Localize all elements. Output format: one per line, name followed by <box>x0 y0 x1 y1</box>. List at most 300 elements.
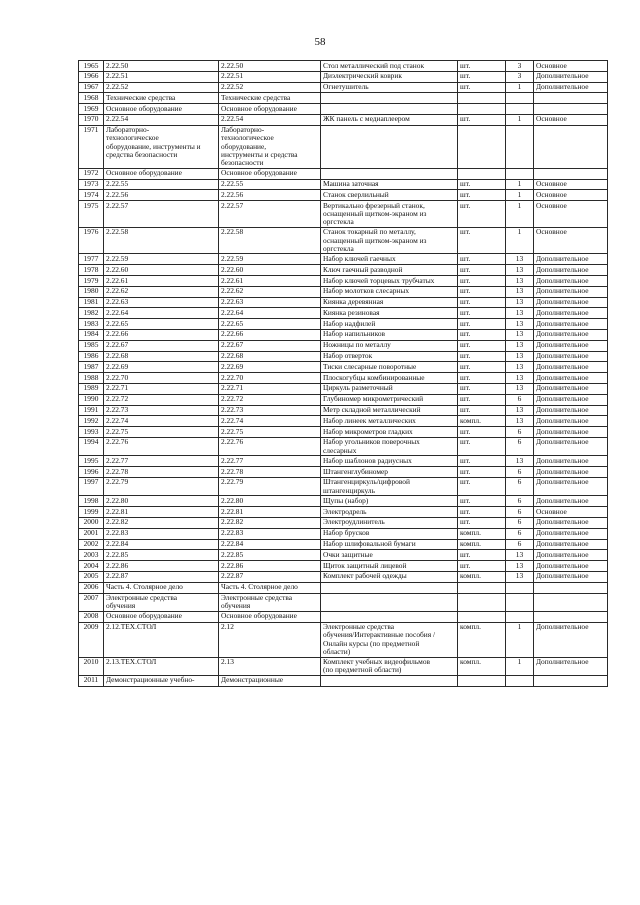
table-row <box>79 329 608 340</box>
code-cell: 2.22.80 <box>104 496 219 507</box>
unit-cell: шт. <box>458 561 506 572</box>
category-cell: Дополнительное <box>534 254 608 265</box>
category-cell: Основное <box>534 114 608 125</box>
category-cell: Дополнительное <box>534 456 608 467</box>
name-cell: Набор напильников <box>321 329 458 340</box>
unit-cell: шт. <box>458 254 506 265</box>
row-number-cell: 1971 <box>79 125 104 168</box>
row-number-cell: 1999 <box>79 507 104 518</box>
row-number-cell: 1979 <box>79 276 104 287</box>
row-number-cell: 1973 <box>79 179 104 190</box>
name-cell: Комплект рабочей одежды <box>321 571 458 582</box>
code-cell: 2.22.52 <box>104 82 219 93</box>
quantity-cell: 1 <box>506 657 534 675</box>
code-cell: 2.22.86 <box>104 561 219 572</box>
code-cell: 2.22.73 <box>104 405 219 416</box>
table-row <box>79 351 608 362</box>
table-row <box>79 308 608 319</box>
category-cell: Дополнительное <box>534 496 608 507</box>
category-cell <box>534 611 608 622</box>
category-cell <box>534 93 608 104</box>
table-row <box>79 227 608 254</box>
row-number-cell: 1977 <box>79 254 104 265</box>
name-cell <box>321 582 458 593</box>
ref-code-cell: 2.22.76 <box>219 437 321 455</box>
ref-code-cell: 2.22.71 <box>219 383 321 394</box>
quantity-cell <box>506 675 534 686</box>
quantity-cell: 1 <box>506 201 534 228</box>
code-cell: 2.22.56 <box>104 190 219 201</box>
row-number-cell: 1976 <box>79 227 104 254</box>
code-cell: 2.22.65 <box>104 319 219 330</box>
quantity-cell <box>506 168 534 179</box>
ref-code-cell: Основное оборудование <box>219 611 321 622</box>
name-cell: Набор брусков <box>321 528 458 539</box>
ref-code-cell: 2.22.78 <box>219 467 321 478</box>
category-cell: Дополнительное <box>534 297 608 308</box>
table-row <box>79 190 608 201</box>
name-cell: Машина заточная <box>321 179 458 190</box>
unit-cell: шт. <box>458 329 506 340</box>
ref-code-cell: 2.22.82 <box>219 517 321 528</box>
category-cell: Дополнительное <box>534 467 608 478</box>
code-cell: Основное оборудование <box>104 611 219 622</box>
table-row <box>79 507 608 518</box>
table-row <box>79 528 608 539</box>
ref-code-cell: 2.22.65 <box>219 319 321 330</box>
unit-cell: шт. <box>458 297 506 308</box>
ref-code-cell: 2.22.80 <box>219 496 321 507</box>
code-cell: 2.22.79 <box>104 477 219 495</box>
category-cell: Дополнительное <box>534 276 608 287</box>
quantity-cell: 13 <box>506 308 534 319</box>
row-number-cell: 1995 <box>79 456 104 467</box>
code-cell: 2.22.57 <box>104 201 219 228</box>
row-number-cell: 2006 <box>79 582 104 593</box>
quantity-cell: 1 <box>506 227 534 254</box>
table-row <box>79 517 608 528</box>
quantity-cell: 13 <box>506 340 534 351</box>
code-cell: Основное оборудование <box>104 168 219 179</box>
code-cell: 2.22.59 <box>104 254 219 265</box>
category-cell: Дополнительное <box>534 71 608 82</box>
quantity-cell: 1 <box>506 82 534 93</box>
code-cell: 2.22.63 <box>104 297 219 308</box>
row-number-cell: 1997 <box>79 477 104 495</box>
quantity-cell: 13 <box>506 416 534 427</box>
category-cell: Дополнительное <box>534 362 608 373</box>
table-row <box>79 496 608 507</box>
category-cell: Дополнительное <box>534 539 608 550</box>
row-number-cell: 1970 <box>79 114 104 125</box>
code-cell: 2.22.51 <box>104 71 219 82</box>
code-cell: 2.22.60 <box>104 265 219 276</box>
quantity-cell: 13 <box>506 297 534 308</box>
ref-code-cell: 2.22.61 <box>219 276 321 287</box>
category-cell <box>534 168 608 179</box>
table-row <box>79 265 608 276</box>
code-cell: 2.22.54 <box>104 114 219 125</box>
table-row <box>79 61 608 72</box>
table-row <box>79 340 608 351</box>
table-row <box>79 416 608 427</box>
quantity-cell: 1 <box>506 190 534 201</box>
name-cell <box>321 168 458 179</box>
name-cell <box>321 93 458 104</box>
unit-cell: шт. <box>458 507 506 518</box>
unit-cell: шт. <box>458 456 506 467</box>
table-row <box>79 104 608 115</box>
table-row <box>79 373 608 384</box>
name-cell: Станок сверлильный <box>321 190 458 201</box>
unit-cell: шт. <box>458 61 506 72</box>
name-cell: Набор отверток <box>321 351 458 362</box>
code-cell: 2.22.76 <box>104 437 219 455</box>
quantity-cell: 6 <box>506 539 534 550</box>
code-cell: 2.22.77 <box>104 456 219 467</box>
ref-code-cell: 2.22.70 <box>219 373 321 384</box>
ref-code-cell: 2.22.74 <box>219 416 321 427</box>
code-cell: 2.22.58 <box>104 227 219 254</box>
ref-code-cell: 2.22.50 <box>219 61 321 72</box>
ref-code-cell: 2.22.83 <box>219 528 321 539</box>
unit-cell: компл. <box>458 657 506 675</box>
table-body <box>79 61 608 687</box>
table-row <box>79 286 608 297</box>
row-number-cell: 1989 <box>79 383 104 394</box>
unit-cell: компл. <box>458 539 506 550</box>
code-cell: Технические средства <box>104 93 219 104</box>
quantity-cell: 6 <box>506 528 534 539</box>
row-number-cell: 1980 <box>79 286 104 297</box>
row-number-cell: 1990 <box>79 394 104 405</box>
quantity-cell: 13 <box>506 276 534 287</box>
ref-code-cell: Основное оборудование <box>219 104 321 115</box>
table-row <box>79 362 608 373</box>
row-number-cell: 1967 <box>79 82 104 93</box>
category-cell: Основное <box>534 201 608 228</box>
row-number-cell: 2004 <box>79 561 104 572</box>
row-number-cell: 2007 <box>79 593 104 611</box>
table-row <box>79 593 608 611</box>
row-number-cell: 1968 <box>79 93 104 104</box>
category-cell: Дополнительное <box>534 286 608 297</box>
name-cell: Набор ключей гаечных <box>321 254 458 265</box>
name-cell <box>321 675 458 686</box>
quantity-cell <box>506 93 534 104</box>
category-cell <box>534 593 608 611</box>
code-cell: Лабораторно- технологическое оборудование, инструменты и средства безопасности <box>104 125 219 168</box>
ref-code-cell: 2.12 <box>219 622 321 657</box>
unit-cell: шт. <box>458 351 506 362</box>
ref-code-cell: 2.22.55 <box>219 179 321 190</box>
row-number-cell: 1993 <box>79 427 104 438</box>
quantity-cell <box>506 593 534 611</box>
quantity-cell: 13 <box>506 329 534 340</box>
quantity-cell: 3 <box>506 61 534 72</box>
row-number-cell: 1975 <box>79 201 104 228</box>
ref-code-cell: Демонстрационные <box>219 675 321 686</box>
unit-cell: шт. <box>458 82 506 93</box>
table-row <box>79 675 608 686</box>
row-number-cell: 1984 <box>79 329 104 340</box>
name-cell: Набор молотков слесарных <box>321 286 458 297</box>
category-cell: Дополнительное <box>534 383 608 394</box>
unit-cell: шт. <box>458 437 506 455</box>
ref-code-cell: 2.22.57 <box>219 201 321 228</box>
unit-cell: шт. <box>458 383 506 394</box>
quantity-cell: 6 <box>506 394 534 405</box>
quantity-cell: 6 <box>506 477 534 495</box>
unit-cell <box>458 582 506 593</box>
category-cell: Дополнительное <box>534 308 608 319</box>
row-number-cell: 1998 <box>79 496 104 507</box>
row-number-cell: 1965 <box>79 61 104 72</box>
quantity-cell: 1 <box>506 622 534 657</box>
name-cell: Набор микрометров гладких <box>321 427 458 438</box>
table-row <box>79 550 608 561</box>
category-cell: Дополнительное <box>534 82 608 93</box>
unit-cell <box>458 93 506 104</box>
ref-code-cell: Основное оборудование <box>219 168 321 179</box>
quantity-cell: 6 <box>506 517 534 528</box>
name-cell: Киянка деревянная <box>321 297 458 308</box>
unit-cell: шт. <box>458 394 506 405</box>
ref-code-cell: 2.13 <box>219 657 321 675</box>
quantity-cell: 6 <box>506 507 534 518</box>
name-cell: Щиток защитный лицевой <box>321 561 458 572</box>
category-cell: Дополнительное <box>534 657 608 675</box>
name-cell: Набор надфилей <box>321 319 458 330</box>
ref-code-cell: 2.22.59 <box>219 254 321 265</box>
code-cell: Электронные средства обучения <box>104 593 219 611</box>
table-row <box>79 622 608 657</box>
quantity-cell <box>506 125 534 168</box>
row-number-cell: 2002 <box>79 539 104 550</box>
code-cell: 2.22.82 <box>104 517 219 528</box>
category-cell <box>534 675 608 686</box>
category-cell: Дополнительное <box>534 571 608 582</box>
code-cell: 2.22.50 <box>104 61 219 72</box>
name-cell <box>321 125 458 168</box>
name-cell: Электродрель <box>321 507 458 518</box>
unit-cell: шт. <box>458 373 506 384</box>
row-number-cell: 1978 <box>79 265 104 276</box>
category-cell <box>534 582 608 593</box>
quantity-cell: 13 <box>506 319 534 330</box>
table-row <box>79 657 608 675</box>
unit-cell <box>458 675 506 686</box>
code-cell: 2.22.62 <box>104 286 219 297</box>
row-number-cell: 2008 <box>79 611 104 622</box>
name-cell: Очки защитные <box>321 550 458 561</box>
category-cell: Дополнительное <box>534 394 608 405</box>
quantity-cell: 13 <box>506 561 534 572</box>
unit-cell <box>458 104 506 115</box>
code-cell: 2.22.69 <box>104 362 219 373</box>
ref-code-cell: 2.22.67 <box>219 340 321 351</box>
code-cell: 2.22.72 <box>104 394 219 405</box>
row-number-cell: 2000 <box>79 517 104 528</box>
table-row <box>79 82 608 93</box>
row-number-cell: 1985 <box>79 340 104 351</box>
quantity-cell: 6 <box>506 467 534 478</box>
ref-code-cell: 2.22.87 <box>219 571 321 582</box>
ref-code-cell: 2.22.79 <box>219 477 321 495</box>
ref-code-cell: 2.22.62 <box>219 286 321 297</box>
name-cell: Электронные средства обучения/Интерактивные пособия / Онлайн курсы (по предметной области) <box>321 622 458 657</box>
quantity-cell: 1 <box>506 179 534 190</box>
category-cell: Основное <box>534 61 608 72</box>
quantity-cell: 6 <box>506 437 534 455</box>
name-cell: Киянка резиновая <box>321 308 458 319</box>
name-cell: Глубиномер микрометрический <box>321 394 458 405</box>
unit-cell: шт. <box>458 190 506 201</box>
unit-cell: шт. <box>458 427 506 438</box>
category-cell: Дополнительное <box>534 329 608 340</box>
quantity-cell: 13 <box>506 265 534 276</box>
row-number-cell: 1991 <box>79 405 104 416</box>
ref-code-cell: 2.22.64 <box>219 308 321 319</box>
name-cell: Электроудлинитель <box>321 517 458 528</box>
code-cell: 2.22.87 <box>104 571 219 582</box>
category-cell: Дополнительное <box>534 561 608 572</box>
ref-code-cell: 2.22.54 <box>219 114 321 125</box>
ref-code-cell: Электронные средства обучения <box>219 593 321 611</box>
unit-cell: шт. <box>458 517 506 528</box>
ref-code-cell: 2.22.51 <box>219 71 321 82</box>
code-cell: 2.22.71 <box>104 383 219 394</box>
ref-code-cell: 2.22.60 <box>219 265 321 276</box>
category-cell: Основное <box>534 190 608 201</box>
category-cell: Основное <box>534 227 608 254</box>
category-cell: Дополнительное <box>534 416 608 427</box>
name-cell: Щупы (набор) <box>321 496 458 507</box>
ref-code-cell: 2.22.85 <box>219 550 321 561</box>
unit-cell <box>458 611 506 622</box>
ref-code-cell: 2.22.68 <box>219 351 321 362</box>
page-number: 58 <box>314 36 326 48</box>
name-cell: Циркуль разметочный <box>321 383 458 394</box>
unit-cell: компл. <box>458 528 506 539</box>
name-cell: Набор шлифовальной бумаги <box>321 539 458 550</box>
table-row <box>79 168 608 179</box>
row-number-cell: 2009 <box>79 622 104 657</box>
quantity-cell <box>506 104 534 115</box>
ref-code-cell: 2.22.56 <box>219 190 321 201</box>
category-cell: Дополнительное <box>534 622 608 657</box>
table-row <box>79 561 608 572</box>
table-row <box>79 297 608 308</box>
unit-cell: шт. <box>458 496 506 507</box>
category-cell: Дополнительное <box>534 351 608 362</box>
unit-cell: шт. <box>458 319 506 330</box>
row-number-cell: 1986 <box>79 351 104 362</box>
name-cell: Тиски слесарные поворотные <box>321 362 458 373</box>
table-row <box>79 71 608 82</box>
ref-code-cell: 2.22.84 <box>219 539 321 550</box>
ref-code-cell: 2.22.77 <box>219 456 321 467</box>
table-row <box>79 276 608 287</box>
quantity-cell: 13 <box>506 550 534 561</box>
code-cell: 2.22.74 <box>104 416 219 427</box>
name-cell: Комплект учебных видеофильмов (по предметной области) <box>321 657 458 675</box>
name-cell: Стол металлический под станок <box>321 61 458 72</box>
table-row <box>79 93 608 104</box>
code-cell: 2.22.81 <box>104 507 219 518</box>
code-cell: 2.22.68 <box>104 351 219 362</box>
unit-cell <box>458 125 506 168</box>
unit-cell: шт. <box>458 477 506 495</box>
ref-code-cell: 2.22.58 <box>219 227 321 254</box>
code-cell: 2.22.78 <box>104 467 219 478</box>
unit-cell: шт. <box>458 405 506 416</box>
row-number-cell: 2011 <box>79 675 104 686</box>
code-cell: 2.22.61 <box>104 276 219 287</box>
equipment-table <box>78 60 608 687</box>
quantity-cell: 13 <box>506 456 534 467</box>
table-row <box>79 467 608 478</box>
row-number-cell: 1966 <box>79 71 104 82</box>
ref-code-cell: 2.22.72 <box>219 394 321 405</box>
quantity-cell <box>506 582 534 593</box>
name-cell: Штангенглубиномер <box>321 467 458 478</box>
row-number-cell: 2010 <box>79 657 104 675</box>
category-cell: Дополнительное <box>534 319 608 330</box>
quantity-cell <box>506 611 534 622</box>
name-cell: Ножницы по металлу <box>321 340 458 351</box>
category-cell: Дополнительное <box>534 550 608 561</box>
name-cell: Набор угольников поверочных слесарных <box>321 437 458 455</box>
row-number-cell: 1969 <box>79 104 104 115</box>
table-row <box>79 114 608 125</box>
unit-cell: шт. <box>458 201 506 228</box>
code-cell: 2.13.ТЕХ.СТОЛ <box>104 657 219 675</box>
quantity-cell: 13 <box>506 405 534 416</box>
row-number-cell: 1992 <box>79 416 104 427</box>
category-cell: Основное <box>534 507 608 518</box>
unit-cell: шт. <box>458 340 506 351</box>
ref-code-cell: Технические средства <box>219 93 321 104</box>
name-cell: Огнетушитель <box>321 82 458 93</box>
name-cell: Метр складной металлический <box>321 405 458 416</box>
row-number-cell: 1988 <box>79 373 104 384</box>
table-row <box>79 477 608 495</box>
ref-code-cell: 2.22.66 <box>219 329 321 340</box>
quantity-cell: 1 <box>506 114 534 125</box>
unit-cell: компл. <box>458 622 506 657</box>
row-number-cell: 1987 <box>79 362 104 373</box>
category-cell: Дополнительное <box>534 373 608 384</box>
table-row <box>79 437 608 455</box>
category-cell <box>534 125 608 168</box>
name-cell: Набор ключей торцевых трубчатых <box>321 276 458 287</box>
ref-code-cell: 2.22.75 <box>219 427 321 438</box>
ref-code-cell: Лабораторно- технологическое оборудование, инструменты и средства безопасности <box>219 125 321 168</box>
unit-cell: компл. <box>458 571 506 582</box>
quantity-cell: 13 <box>506 362 534 373</box>
name-cell: ЖК панель с медиаплеером <box>321 114 458 125</box>
row-number-cell: 1994 <box>79 437 104 455</box>
row-number-cell: 1972 <box>79 168 104 179</box>
quantity-cell: 13 <box>506 373 534 384</box>
quantity-cell: 6 <box>506 496 534 507</box>
row-number-cell: 2003 <box>79 550 104 561</box>
ref-code-cell: 2.22.73 <box>219 405 321 416</box>
table-row <box>79 456 608 467</box>
code-cell: 2.22.66 <box>104 329 219 340</box>
quantity-cell: 3 <box>506 71 534 82</box>
